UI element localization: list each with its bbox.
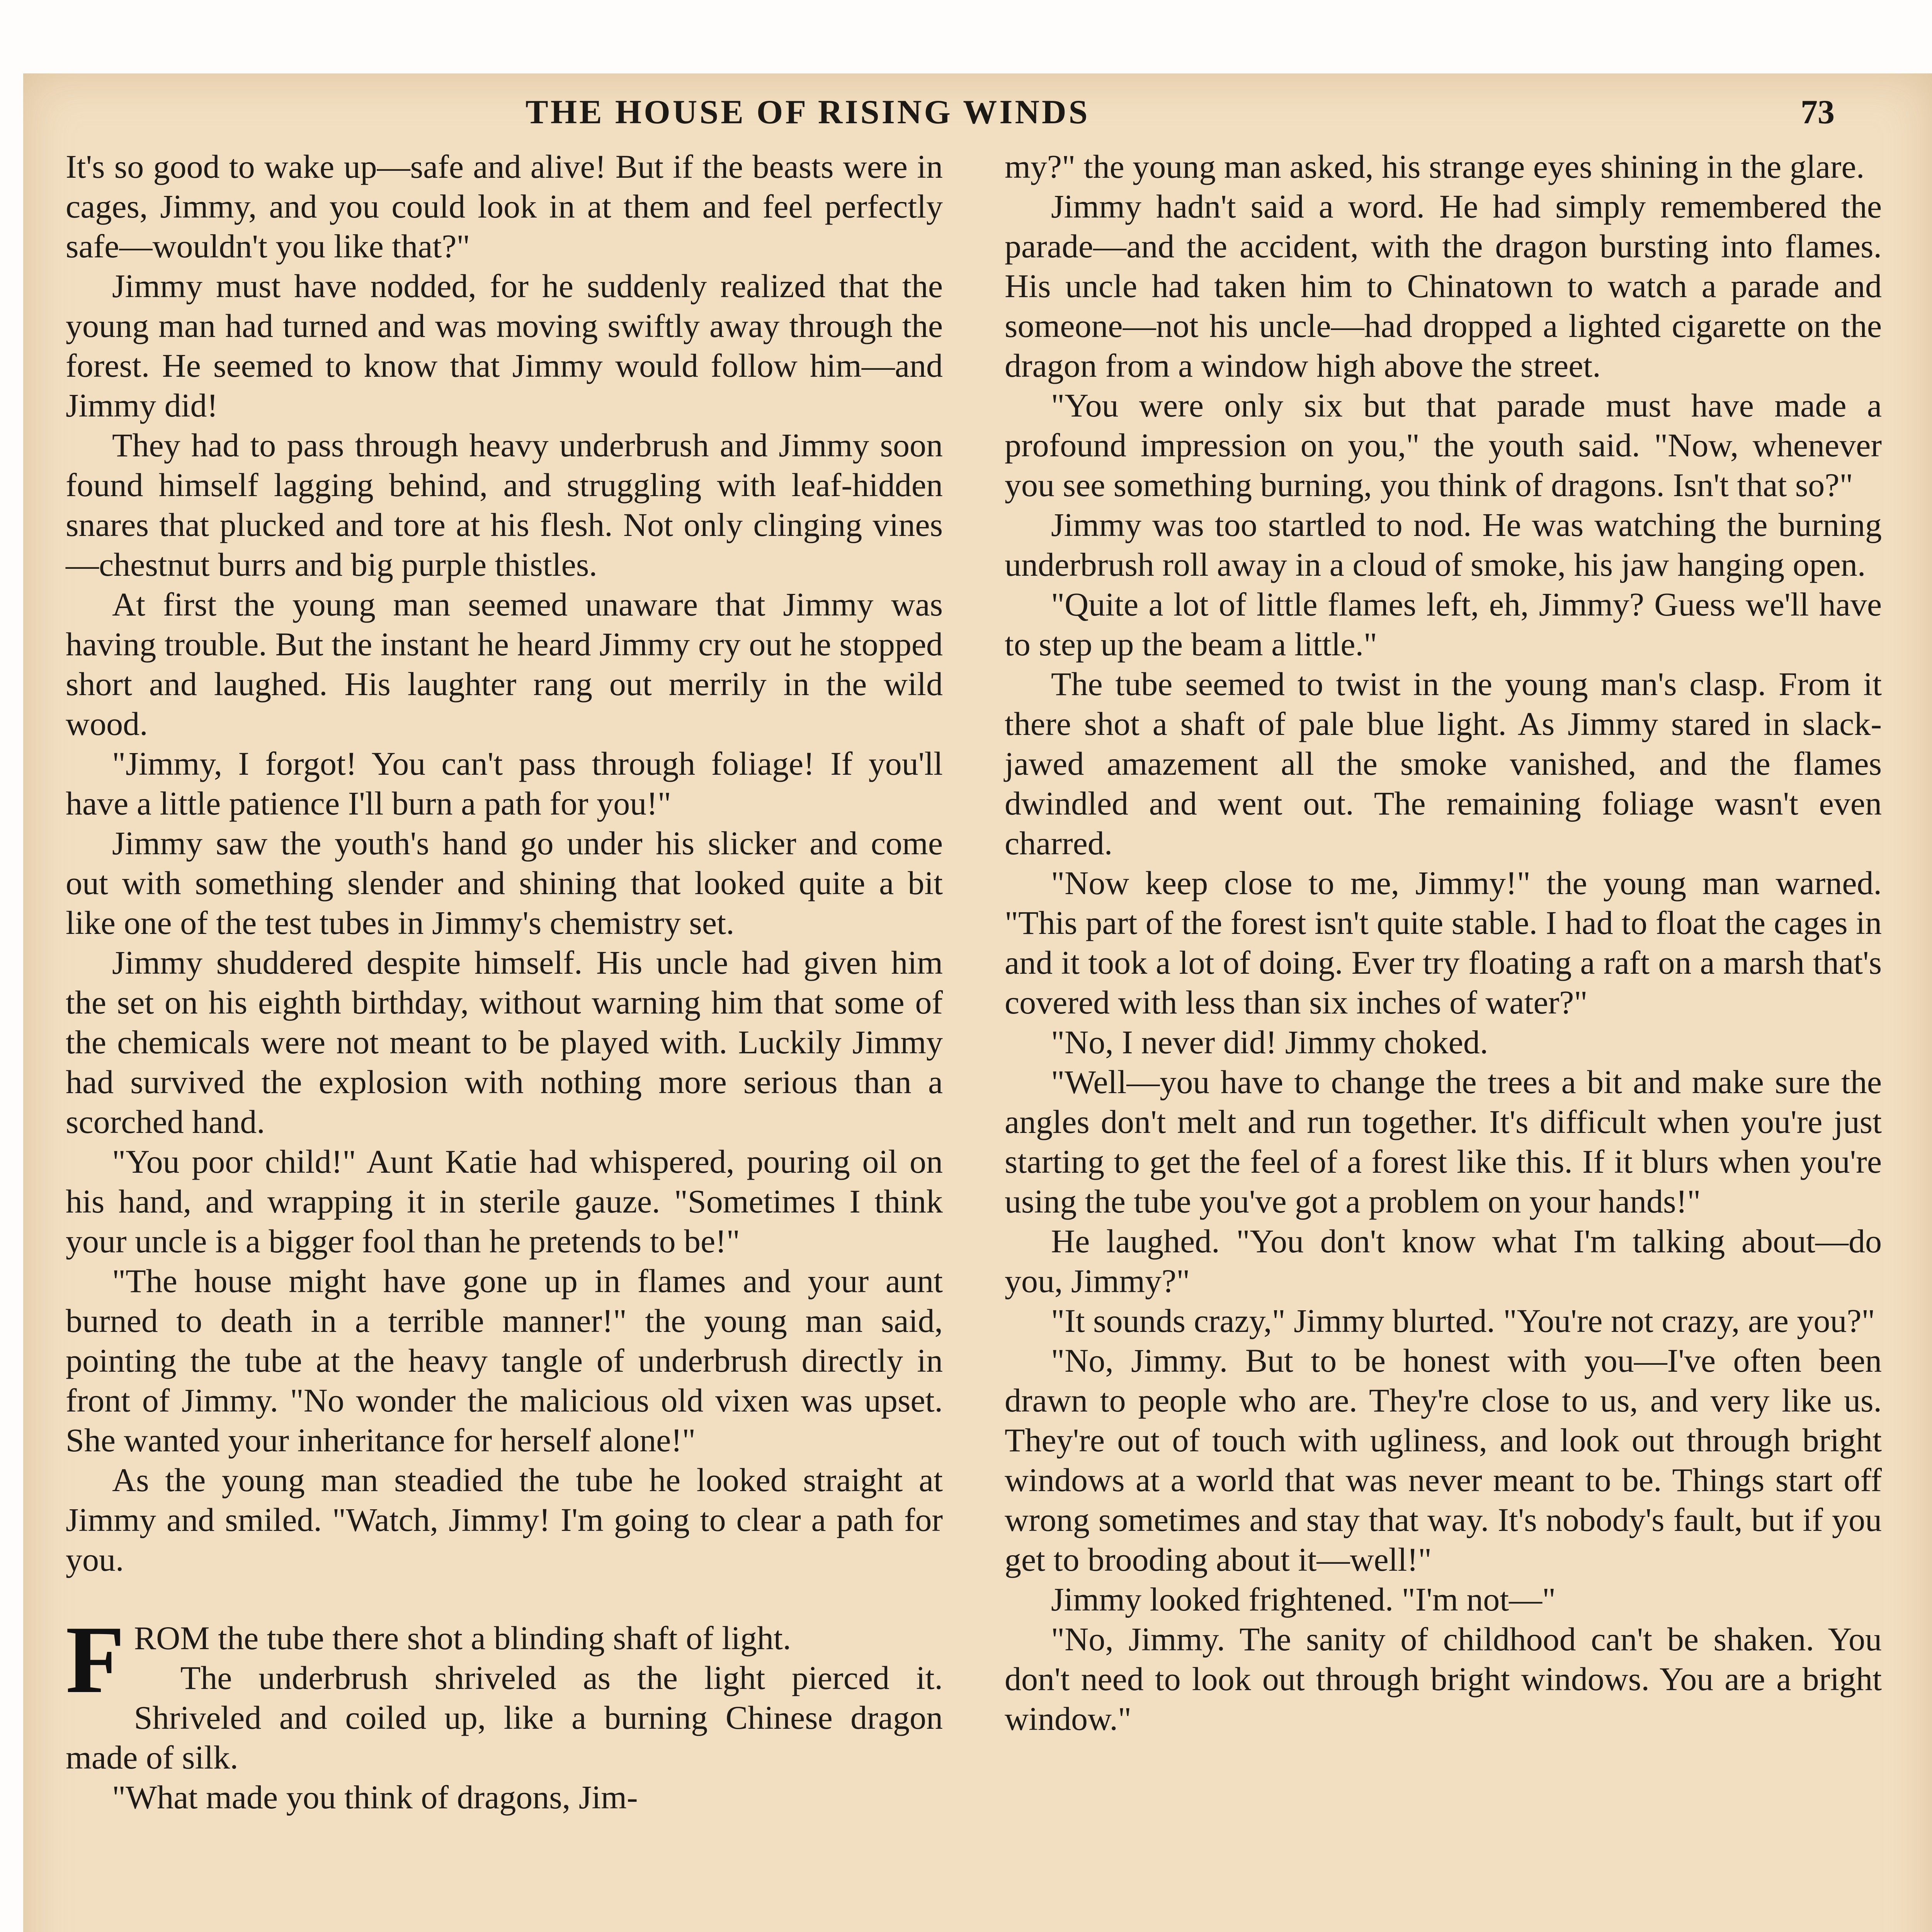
paragraph: "You poor child!" Aunt Katie had whispered, pouring oil on his hand, and wrapping it in sterile gauze. "Sometimes I think your uncle is a bigger fool than he pretends to be!" (66, 1143, 943, 1260)
paragraph: "Now keep close to me, Jimmy!" the young man warned. "This part of the forest isn't quite stable. I had to float the cages in and it took a lot of doing. Ever try floating a raft on a marsh that's covered with less than six inches of water?" (1005, 864, 1882, 1021)
paragraph: "What made you think of dragons, Jim- (112, 1779, 638, 1816)
paragraph: He laughed. "You don't know what I'm talking about—do you, Jimmy?" (1005, 1223, 1882, 1299)
paragraph: my?" the young man asked, his strange eyes shining in the glare. (1005, 148, 1865, 185)
page-number: 73 (1801, 94, 1835, 131)
paragraph: Jimmy shuddered despite himself. His uncle had given him the set on his eighth birthday, without warning him that some of the chemicals were not meant to be played with. Luckily Jimmy had survived the explosion with nothing more serious than a scorched hand. (66, 944, 943, 1140)
right-column (1005, 147, 1882, 1739)
drop-cap-text: ROM the tube there shot a blinding shaft of light. (134, 1619, 791, 1656)
paragraph: The underbrush shriveled as the light pierced it. Shriveled and coiled up, like a burning Chinese dragon made of silk. (66, 1659, 943, 1776)
paragraph: Jimmy saw the youth's hand go under his slicker and come out with something slender and shining that looked quite a bit like one of the test tubes in Jimmy's chemistry set. (66, 825, 943, 941)
paragraph: "The house might have gone up in flames and your aunt burned to death in a terrible manner!" the young man said, pointing the tube at the heavy tangle of underbrush directly in front of Jimmy. "No wonder the malicious old vixen was upset. She wanted your inheritance for herself alone!" (66, 1262, 943, 1459)
paragraph: Jimmy was too startled to nod. He was watching the burning underbrush roll away in a cloud of smoke, his jaw hanging open. (1005, 506, 1882, 583)
paragraph: Jimmy looked frightened. "I'm not—" (1051, 1581, 1556, 1618)
paragraph: "Well—you have to change the trees a bit and make sure the angles don't melt and run together. It's difficult when you're just starting to get the feel of a forest like this. If it blurs when you're using the tube you've got a problem on your hands!" (1005, 1063, 1882, 1220)
paragraph: At first the young man seemed unaware that Jimmy was having trouble. But the instant he heard Jimmy cry out he stopped short and laughed. His laughter rang out merrily in the wild wood. (66, 586, 943, 742)
section-opening-paragraph (66, 1606, 943, 1713)
paragraph: As the young man steadied the tube he looked straight at Jimmy and smiled. "Watch, Jimmy! I'm going to clear a path for you. (66, 1461, 943, 1578)
paragraph: They had to pass through heavy underbrush and Jimmy soon found himself lagging behind, and struggling with leaf-hidden snares that plucked and tore at his flesh. Not only clinging vines—chestnut burrs and big purple thistles. (66, 427, 943, 583)
paragraph: "No, Jimmy. The sanity of childhood can't be shaken. You don't need to look out through bright windows. You are a bright window." (1005, 1621, 1882, 1737)
paragraph: It's so good to wake up—safe and alive! But if the beasts were in cages, Jimmy, and you could look in at them and feel perfectly safe—wouldn't you like that?" (66, 148, 943, 265)
magazine-page (23, 73, 1932, 1932)
running-title: THE HOUSE OF RISING WINDS (526, 94, 1090, 131)
paragraph: "It sounds crazy," Jimmy blurted. "You're not crazy, are you?" (1051, 1302, 1875, 1339)
paragraph: The tube seemed to twist in the young man's clasp. From it there shot a shaft of pale blue light. As Jimmy stared in slack-jawed amazement all the smoke vanished, and the flames dwindled and went out. The remaining foliage wasn't even charred. (1005, 665, 1882, 862)
page-header (23, 93, 1932, 139)
paragraph: "Quite a lot of little flames left, eh, Jimmy? Guess we'll have to step up the beam a little." (1005, 586, 1882, 663)
left-column (66, 147, 943, 1817)
paragraph: "You were only six but that parade must have made a profound impression on you," the youth said. "Now, whenever you see something burning, you think of dragons. Isn't that so?" (1005, 387, 1882, 503)
paragraph: Jimmy must have nodded, for he suddenly realized that the young man had turned and was moving swiftly away through the forest. He seemed to know that Jimmy would follow him—and Jimmy did! (66, 267, 943, 424)
paragraph: Jimmy hadn't said a word. He had simply remembered the parade—and the accident, with the dragon bursting into flames. His uncle had taken him to Chinatown to watch a parade and someone—not his uncle—had dropped a lighted cigarette on the dragon from a window high above the street. (1005, 188, 1882, 384)
drop-cap: F (66, 1606, 125, 1713)
paragraph: "No, I never did! Jimmy choked. (1051, 1024, 1488, 1061)
paragraph: "No, Jimmy. But to be honest with you—I've often been drawn to people who are. They're close to us, and very like us. They're out of touch with ugliness, and look out through bright windows at a world that was never meant to be. Things start off wrong sometimes and stay that way. It's nobody's fault, but if you get to brooding about it—well!" (1005, 1342, 1882, 1578)
paragraph: "Jimmy, I forgot! You can't pass through foliage! If you'll have a little patience I'll burn a path for you!" (66, 745, 943, 822)
